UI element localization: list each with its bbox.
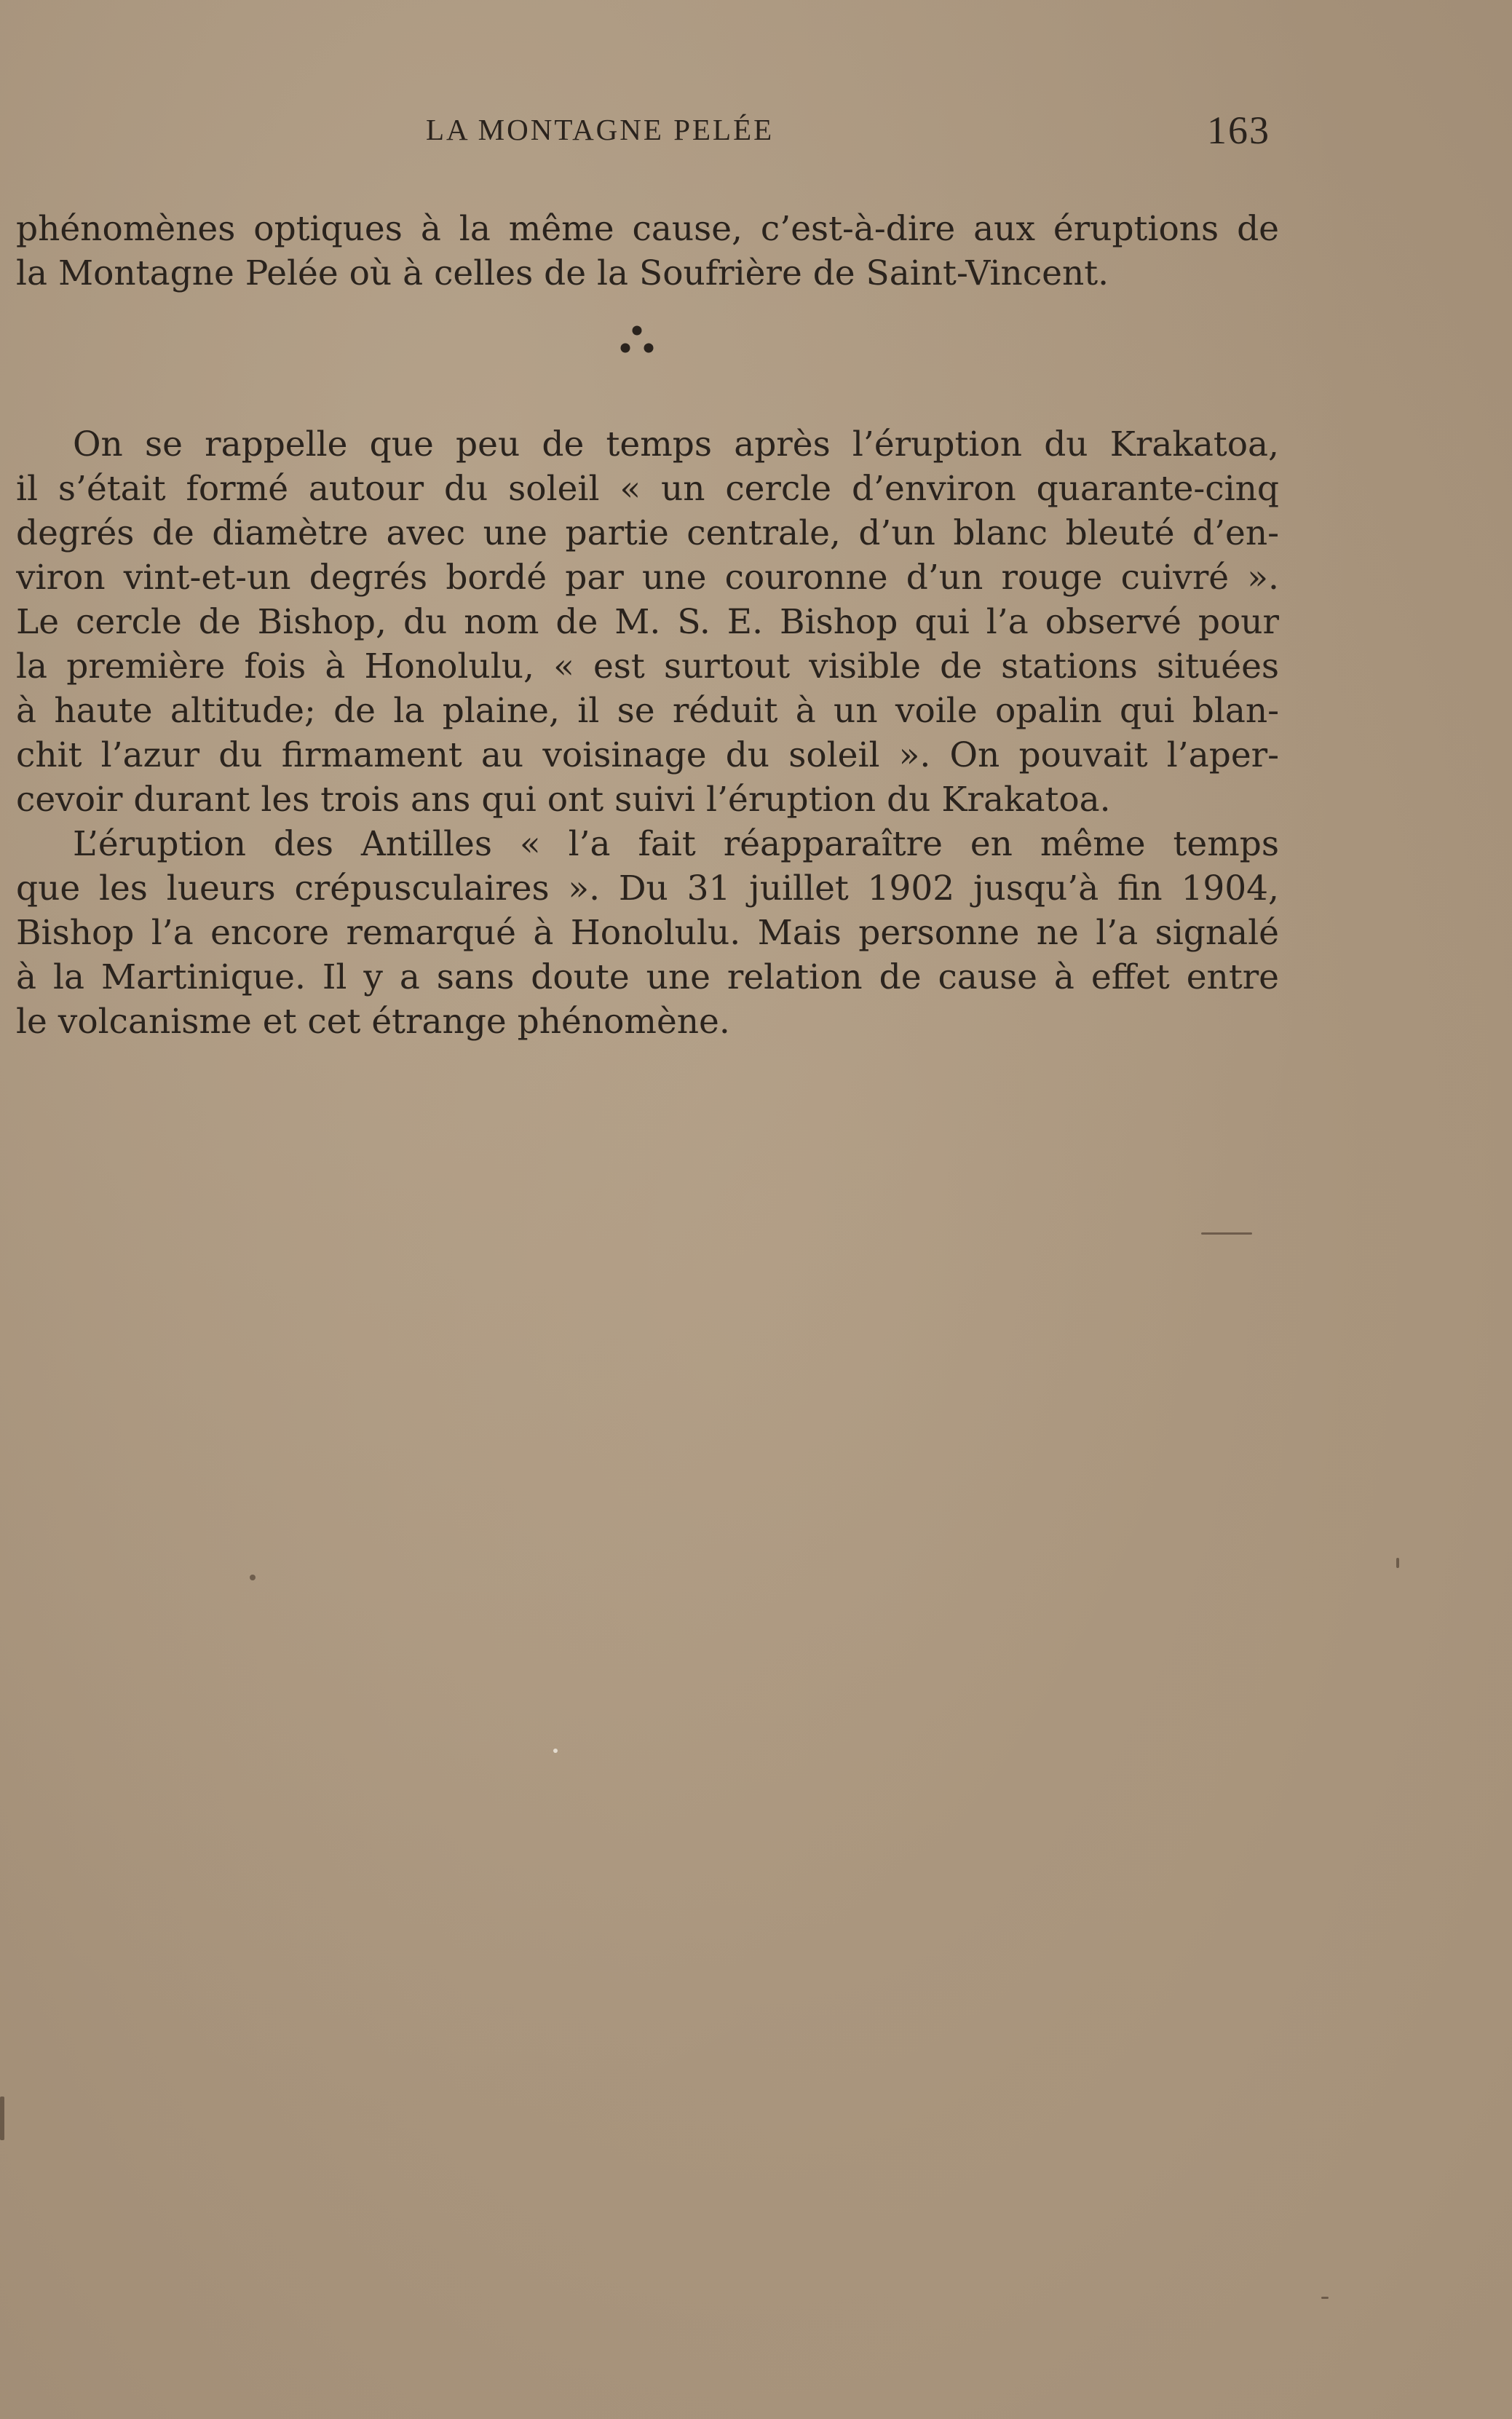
text-line: On se rappelle que peu de temps après l’éruption du Krakatoa, [73,424,1279,464]
text-line: à haute altitude; de la plaine, il se réduit à un voile opalin qui blan- [16,691,1279,731]
text-line: viron vint-et-un degrés bordé par une couronne d’un rouge cuivré ». [16,558,1279,598]
text-line: à la Martinique. Il y a sans doute une relation de cause à effet entre [16,957,1279,997]
section-break [16,296,1279,422]
text-line: il s’était formé autour du soleil « un cercle d’environ quarante-cinq [16,469,1279,509]
text-line: cevoir durant les trois ans qui ont suivi l’éruption du Krakatoa. [16,780,1111,820]
text-line: phénomènes optiques à la même cause, c’est-à-dire aux éruptions de [16,209,1279,249]
text-line: que les lueurs crépusculaires ». Du 31 juillet 1902 jusqu’à fin 1904, [16,868,1279,908]
text-line: Le cercle de Bishop, du nom de M. S. E. Bishop qui l’a observé pour [16,602,1279,642]
paper-speck [1321,2297,1329,2299]
text-line: degrés de diamètre avec une partie centrale, d’un blanc bleuté d’en- [16,513,1279,553]
running-title: LA MONTAGNE PELÉE [426,113,775,146]
text-line: la Montagne Pelée où à celles de la Soufrière de Saint-Vincent. [16,253,1109,293]
body-text [16,207,1279,1044]
page-header [0,108,1512,159]
paper-speck [1396,1558,1399,1568]
paragraph-1 [16,207,1279,296]
paper-speck [0,2097,4,2140]
paragraph-3 [16,822,1279,1044]
text-line: la première fois à Honolulu, « est surtout visible de stations situées [16,646,1279,686]
page-number: 163 [1207,108,1270,152]
paper-speck [250,1575,256,1580]
paper-speck [553,1749,558,1753]
text-line: chit l’azur du firmament au voisinage du soleil ». On pouvait l’aper- [16,735,1279,775]
text-line: Bishop l’a encore remarqué à Honolulu. Mais personne ne l’a signalé [16,913,1279,953]
asterism-icon [613,322,661,357]
paragraph-2 [16,422,1279,822]
text-line: L’éruption des Antilles « l’a fait réapparaître en même temps [73,824,1279,864]
paper-speck [1201,1232,1252,1235]
text-line: le volcanisme et cet étrange phénomène. [16,1002,730,1042]
